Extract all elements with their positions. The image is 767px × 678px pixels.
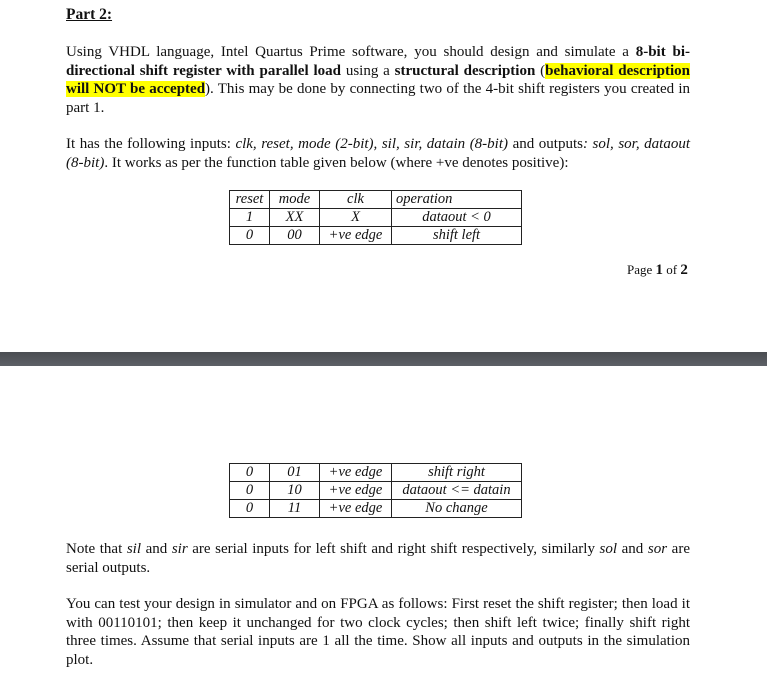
note-sor: sor <box>647 541 668 557</box>
intro-text-3: ( <box>535 62 546 79</box>
part-title: Part 2: <box>66 6 113 23</box>
cell-mode: 11 <box>270 500 320 518</box>
note-sil: sil <box>126 541 142 557</box>
note-sol: sol <box>599 541 618 557</box>
function-table-part1 <box>229 190 522 245</box>
test-paragraph: You can test your design in simulator and on FPGA as follows: First reset the shift register; then load it with 00110101; then keep it unchanged for two clock cycles; then shift left twice; finally shift right three times. Assume that serial inputs are 1 all the time. Show all inputs and outputs in the simulation plot. <box>66 596 690 668</box>
cell-operation: shift left <box>392 227 522 245</box>
page-of: of <box>663 262 681 277</box>
cell-clk: +ve edge <box>320 464 392 482</box>
io-text-3: . It works as per the function table given below (where +ve denotes positive): <box>104 154 569 171</box>
cell-mode: 01 <box>270 464 320 482</box>
function-table-part2 <box>229 463 522 518</box>
page-current: 1 <box>655 262 664 278</box>
cell-clk: +ve edge <box>320 500 392 518</box>
intro-bold-2: structural description <box>394 62 536 79</box>
table-row <box>230 500 522 518</box>
io-text-2: and outputs <box>508 136 583 152</box>
header-clk: clk <box>320 191 392 209</box>
cell-mode: XX <box>270 209 320 227</box>
io-inputs: clk, reset, mode (2-bit), sil, sir, datain (8-bit) <box>235 136 509 152</box>
page-separator <box>0 352 767 366</box>
page-number <box>627 262 688 279</box>
intro-text-2: using a <box>340 62 395 79</box>
page-2 <box>0 366 767 678</box>
note-text-3: are serial inputs for left shift and right shift respectively, similarly <box>187 541 600 557</box>
intro-text-1: Using VHDL language, Intel Quartus Prime software, you should design and simulate a <box>66 44 636 60</box>
cell-mode: 00 <box>270 227 320 245</box>
cell-reset: 0 <box>230 482 270 500</box>
header-operation: operation <box>392 191 522 209</box>
cell-reset: 0 <box>230 464 270 482</box>
cell-reset: 0 <box>230 500 270 518</box>
note-text-1: Note that <box>66 541 127 557</box>
intro-highlight: behavioral description will NOT be accepted <box>66 62 690 97</box>
table-row <box>230 482 522 500</box>
intro-paragraph <box>66 43 690 117</box>
table-header-row <box>230 191 522 209</box>
page-label: Page <box>627 262 656 277</box>
intro-text-4: ). This may be done by connecting two of the 4-bit shift registers you created in part 1. <box>66 81 690 116</box>
io-outputs: : sol, sor, dataout (8-bit) <box>66 136 690 171</box>
cell-reset: 0 <box>230 227 270 245</box>
note-text-2: and <box>141 541 172 557</box>
table-row <box>230 464 522 482</box>
cell-clk: +ve edge <box>320 482 392 500</box>
intro-bold-1: 8-bit bi-directional shift register with parallel load <box>66 44 690 79</box>
cell-operation: shift right <box>392 464 522 482</box>
cell-operation: No change <box>392 500 522 518</box>
note-text-5: are serial outputs. <box>66 541 690 576</box>
cell-clk: +ve edge <box>320 227 392 245</box>
table-row <box>230 227 522 245</box>
header-mode: mode <box>270 191 320 209</box>
cell-clk: X <box>320 209 392 227</box>
note-paragraph <box>66 540 690 577</box>
io-text-1: It has the following inputs: <box>66 136 236 152</box>
table-row <box>230 209 522 227</box>
header-reset: reset <box>230 191 270 209</box>
cell-operation: dataout < 0 <box>392 209 522 227</box>
page-total: 2 <box>680 262 688 278</box>
io-paragraph <box>66 135 690 172</box>
note-text-4: and <box>617 541 648 557</box>
cell-mode: 10 <box>270 482 320 500</box>
note-sir: sir <box>171 541 188 557</box>
cell-reset: 1 <box>230 209 270 227</box>
cell-operation: dataout <= datain <box>392 482 522 500</box>
